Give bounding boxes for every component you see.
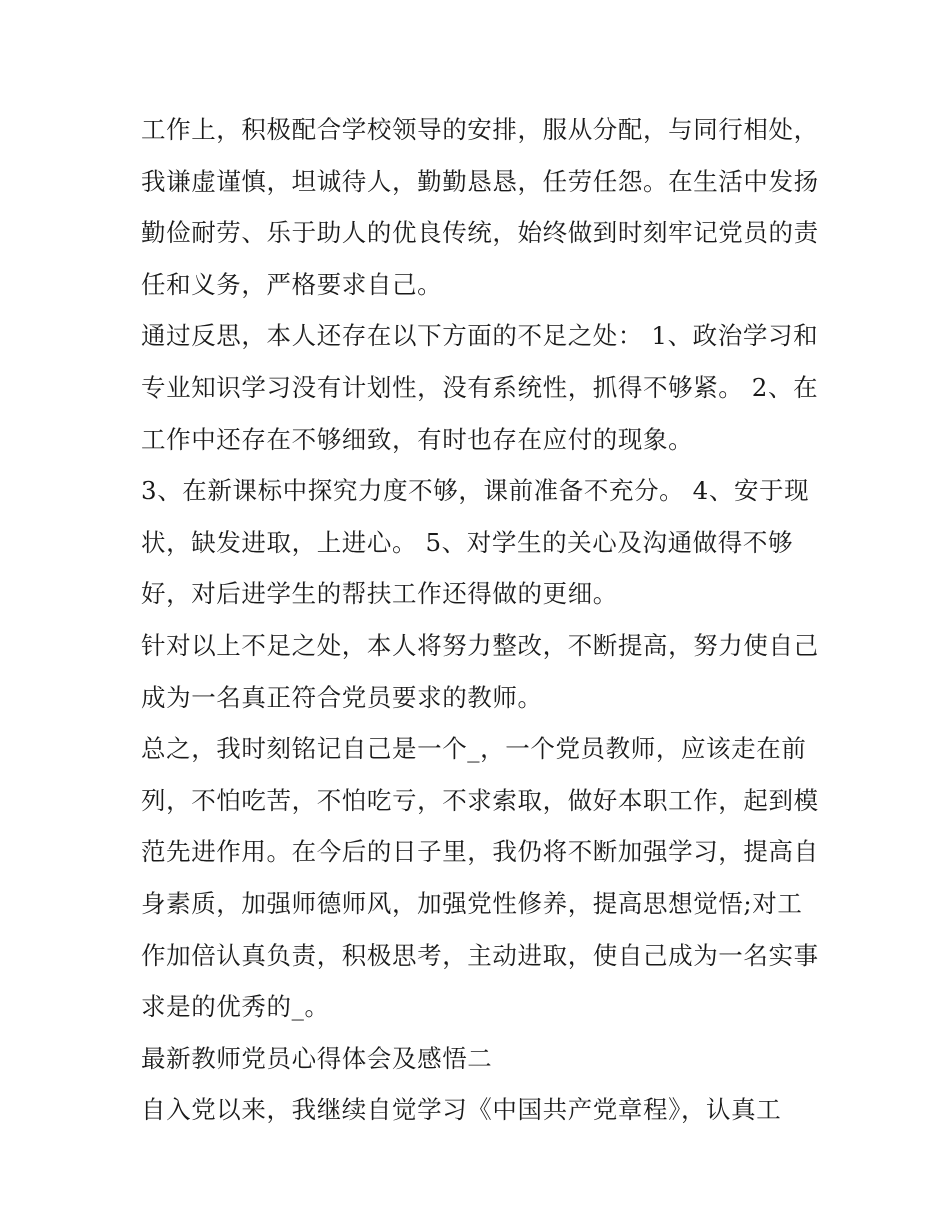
text-line: 工作上，积极配合学校领导的安排，服从分配，与同行相处， [141,115,819,144]
text-line: 我谦虚谨慎，坦诚待人，勤勤恳恳，任劳任怨。在生活中发扬 [141,166,819,196]
text-line: 3、在新课标中探究力度不够，课前准备不充分。 4、安于现 [141,476,810,506]
text-line: 工作中还存在不够细致，有时也存在应付的现象。 [141,424,694,454]
text-line: 成为一名真正符合党员要求的教师。 [141,682,543,712]
text-line: 作加倍认真负责，积极思考，主动进取，使自己成为一名实事 [141,940,819,970]
text-line: 列，不怕吃苦，不怕吃亏，不求索取，做好本职工作，起到模 [141,785,819,815]
text-line: 专业知识学习没有计划性，没有系统性，抓得不够紧。 2、在 [141,372,819,402]
text-line: 范先进作用。在今后的日子里，我仍将不断加强学习，提高自 [141,837,819,867]
text-line: 总之，我时刻铭记自己是一个_，一个党员教师，应该走在前 [141,734,807,764]
document-body [141,104,821,1136]
section-heading: 最新教师党员心得体会及感悟二 [141,1043,493,1073]
text-line: 通过反思，本人还存在以下方面的不足之处： 1、政治学习和 [141,321,819,351]
text-line: 身素质，加强师德师风，加强党性修养，提高思想觉悟;对工 [141,888,803,918]
text-line: 针对以上不足之处，本人将努力整改，不断提高，努力使自己 [141,630,819,660]
text-line: 求是的优秀的_。 [141,992,330,1022]
text-line: 好，对后进学生的帮扶工作还得做的更细。 [141,579,618,609]
text-line: 勤俭耐劳、乐于助人的优良传统，始终做到时刻牢记党员的责 [141,218,819,248]
text-line: 任和义务，严格要求自己。 [141,269,443,299]
text-line: 状，缺发进取，上进心。 5、对学生的关心及沟通做得不够 [141,527,794,557]
text-line: 自入党以来，我继续自觉学习《中国共产党章程》，认真工 [141,1095,782,1125]
